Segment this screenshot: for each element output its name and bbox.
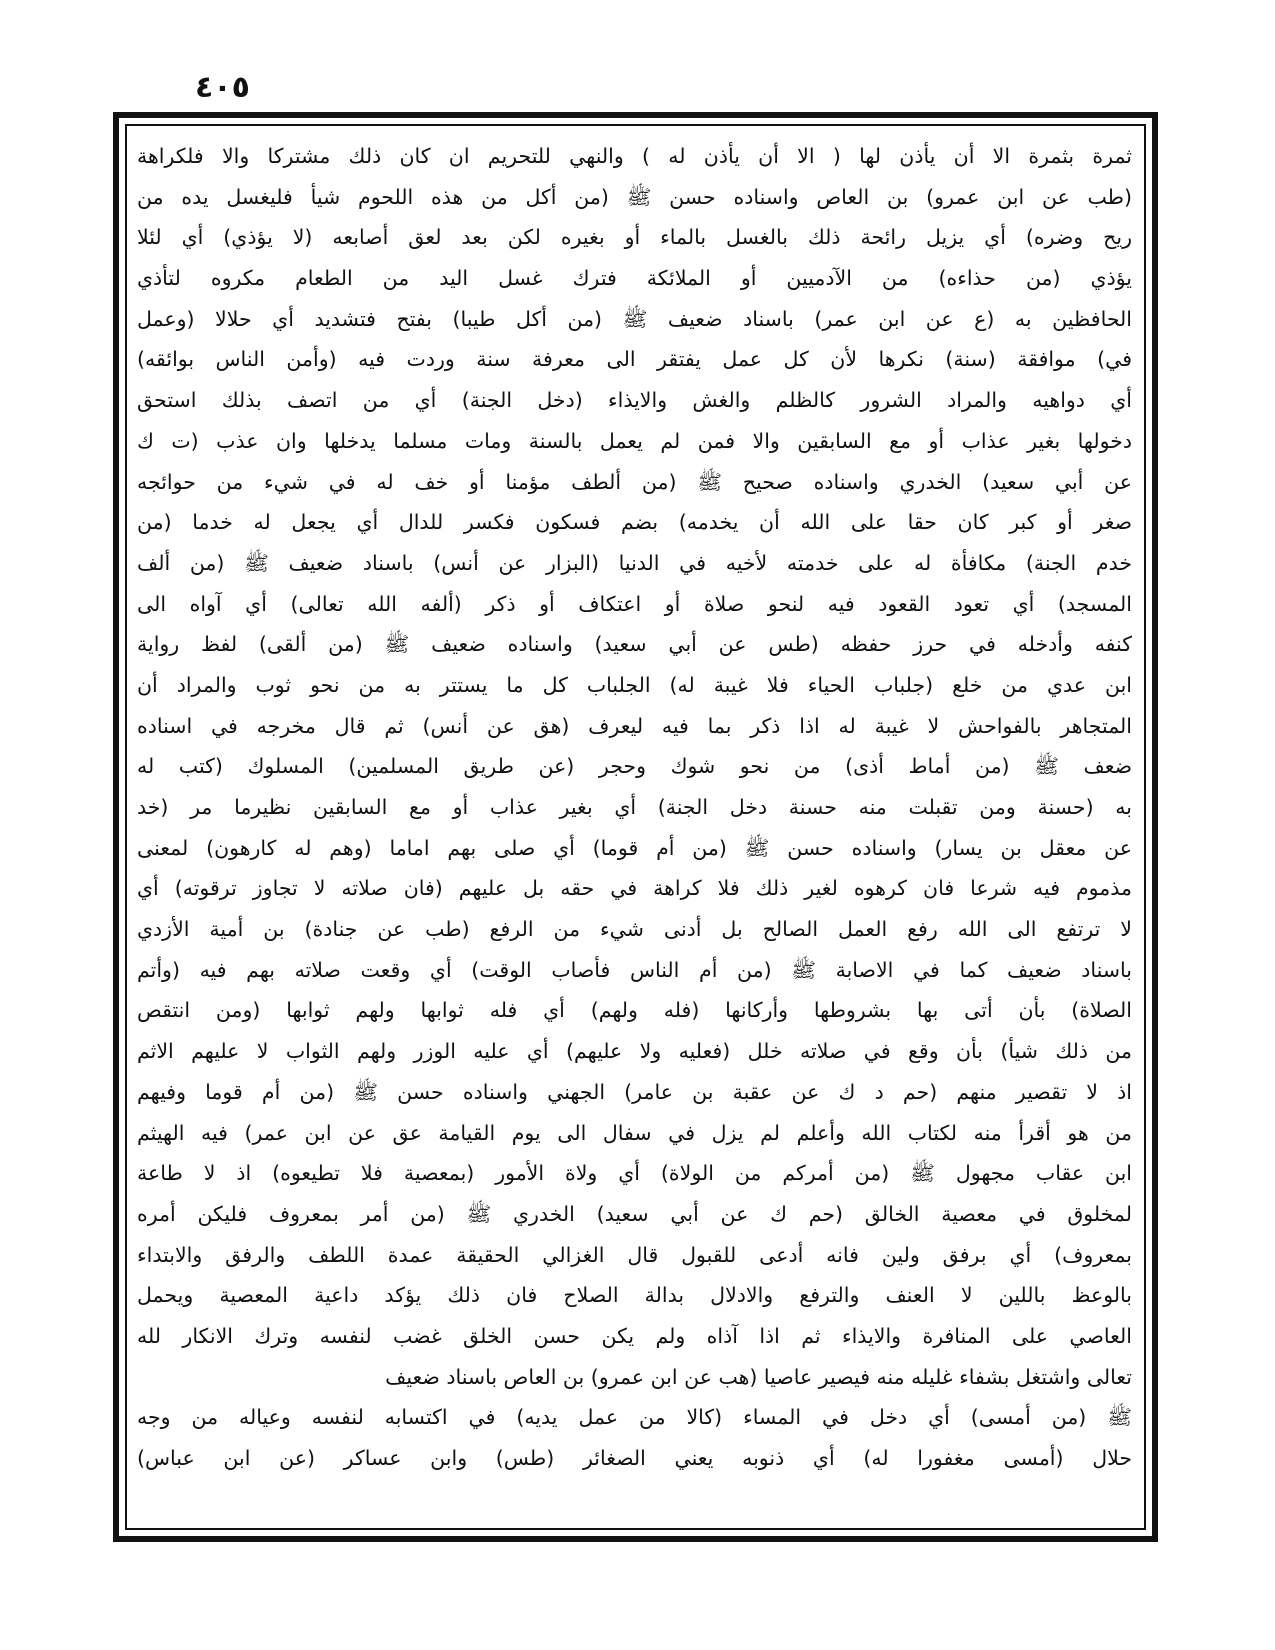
text-line: يؤذي (من حذاءه) من الآدميين أو الملائكة فترك غسل اليد من الطعام مكروه لتأذي [137, 266, 1132, 291]
text-line: ابن عدي من خلع (جلباب الحياء فلا غيبة له) الجلباب كل ما يستتر به من نحو ثوب والمراد أن [137, 672, 1132, 697]
page-frame [113, 112, 1158, 1542]
text-line: المسجد) أي تعود القعود فيه لنحو صلاة أو اعتكاف أو ذكر (ألفه الله تعالى) أي آواه الى [137, 591, 1132, 616]
text-line: من هو أقرأ منه لكتاب الله وأعلم لم يزل في سفال الى يوم القيامة عق عن ابن عمر) فيه الهيثم [137, 1120, 1132, 1145]
text-line: به (حسنة ومن تقبلت منه حسنة دخل الجنة) أي بغير عذاب أو مع السابقين نظيرما مر (خد [137, 795, 1132, 819]
text-line: حلال (أمسى مغفورا له) أي ذنوبه يعني الصغائر (طس) وابن عساكر (عن ابن عباس) [137, 1446, 1132, 1470]
text-line: ضعف ﷺ (من أماط أذى) من نحو شوك وحجر (عن طريق المسلمين) المسلوك (كتب له [137, 754, 1132, 779]
text-line: مذموم فيه شرعا فان كرهوه لغير ذلك فلا كراهة في حقه بل عليهم (فان صلاته لا تجاوز ترقوته) أي [137, 876, 1132, 901]
text-line: عن أبي سعيد) الخدري واسناده صحيح ﷺ (من ألطف مؤمنا أو خف له في شيء من حوائجه [137, 469, 1132, 494]
text-line: من ذلك شيأ) بأن وقع في صلاته خلل (فعليه ولا عليهم) أي عليه الوزر ولهم الثواب لا عليهم الاثم [137, 1039, 1132, 1064]
text-line: لمخلوق في معصية الخالق (حم ك عن أبي سعيد) الخدري ﷺ (من أمر بمعروف فليكن أمره [137, 1201, 1132, 1226]
text-line: بمعروف) أي برفق ولين فانه أدعى للقبول قال الغزالي الحقيقة عمدة اللطف والرفق والابتداء [137, 1242, 1132, 1267]
page-number: ٤٠٥ [195, 70, 250, 105]
text-line: بالوعظ باللين لا العنف والترفع والادلال بدالة الصلاح فان ذلك يؤكد داعية المعصية ويحمل [137, 1283, 1132, 1308]
text-line: كنفه وأدخله في حرز حفظه (طس عن أبي سعيد) واسناده ضعيف ﷺ (من ألقى) لفظ رواية [137, 632, 1132, 657]
text-line: دخولها بغير عذاب أو مع السابقين والا فمن لم يعمل بالسنة ومات مسلما يدخلها وان عذب (ت ك [137, 428, 1132, 453]
text-line: ثمرة بثمرة الا أن يأذن لها ( الا أن يأذن له ) والنهي للتحريم ان كان ذلك مشتركا والا فلكراهة [137, 144, 1132, 168]
text-line: (طب عن ابن عمرو) بن العاص واسناده حسن ﷺ (من أكل من هذه اللحوم شيأ فليغسل يده من [137, 184, 1132, 209]
text-line: المتجاهر بالفواحش لا غيبة له اذا ذكر بما فيه ليعرف (هق عن أنس) ثم قال مخرجه في اسناده [137, 713, 1132, 738]
text-line: ابن عقاب مجهول ﷺ (من أمركم من الولاة) أي ولاة الأمور (بمعصية فلا تطيعوه) اذ لا طاعة [137, 1161, 1132, 1186]
text-line: خدم الجنة) مكافأة له على خدمته لأخيه في الدنيا (البزار عن أنس) باسناد ضعيف ﷺ (من ألف [137, 550, 1132, 575]
text-line: أي دواهيه والمراد الشرور كالظلم والغش والايذاء (دخل الجنة) أي من اتصف بذلك استحق [137, 388, 1132, 413]
page-frame-inner [125, 124, 1146, 1530]
text-line: الحافظين به (ع عن ابن عمر) باسناد ضعيف ﷺ (من أكل طيبا) بفتح فتشديد أي حلالا (وعمل [137, 306, 1132, 331]
text-line: الصلاة) بأن أتى بها بشروطها وأركانها (فله ولهم) أي فله ثوابها ولهم ثوابها (ومن انتقص [137, 998, 1132, 1023]
text-line: باسناد ضعيف كما في الاصابة ﷺ (من أم الناس فأصاب الوقت) أي وقعت صلاته بهم فيه (وأتم [137, 957, 1132, 982]
text-line: العاصي على المنافرة والايذاء ثم اذا آذاه ولم يكن حسن الخلق غضب لنفسه وترك الانكار لله [137, 1323, 1132, 1348]
text-line: اذ لا تقصير منهم (حم د ك عن عقبة بن عامر) الجهني واسناده حسن ﷺ (من أم قوما وفيهم [137, 1079, 1132, 1104]
text-line: صغر أو كبر كان حقا على الله أن يخدمه) بضم فسكون فكسر للدال أي يجعل له خدما (من [137, 510, 1132, 535]
text-line: تعالى واشتغل بشفاء غليله منه فيصير عاصيا (هب عن ابن عمرو) بن العاص باسناد ضعيف [385, 1364, 1132, 1389]
text-line: عن معقل بن يسار) واسناده حسن ﷺ (من أم قوما) أي صلى بهم اماما (وهم له كارهون) لمعنى [137, 835, 1132, 860]
text-line: ريح وضره) أي يزيل رائحة ذلك بالغسل بالماء أو بغيره لكن بعد لعق أصابعه (لا يؤذي) أي لئلا [137, 225, 1132, 250]
text-line: ﷺ (من أمسى) أي دخل في المساء (كالا من عمل يديه) في اكتسابه لنفسه وعياله من وجه [137, 1405, 1132, 1430]
text-line: في) موافقة (سنة) نكرها لأن كل عمل يفتقر الى معرفة سنة وردت فيه (وأمن الناس بوائقه) [137, 347, 1132, 372]
main-text [137, 136, 1132, 1520]
text-line: لا ترتفع الى الله رفع العمل الصالح بل أدنى شيء من الرفع (طب عن جنادة) بن أمية الأزدي [137, 917, 1132, 942]
